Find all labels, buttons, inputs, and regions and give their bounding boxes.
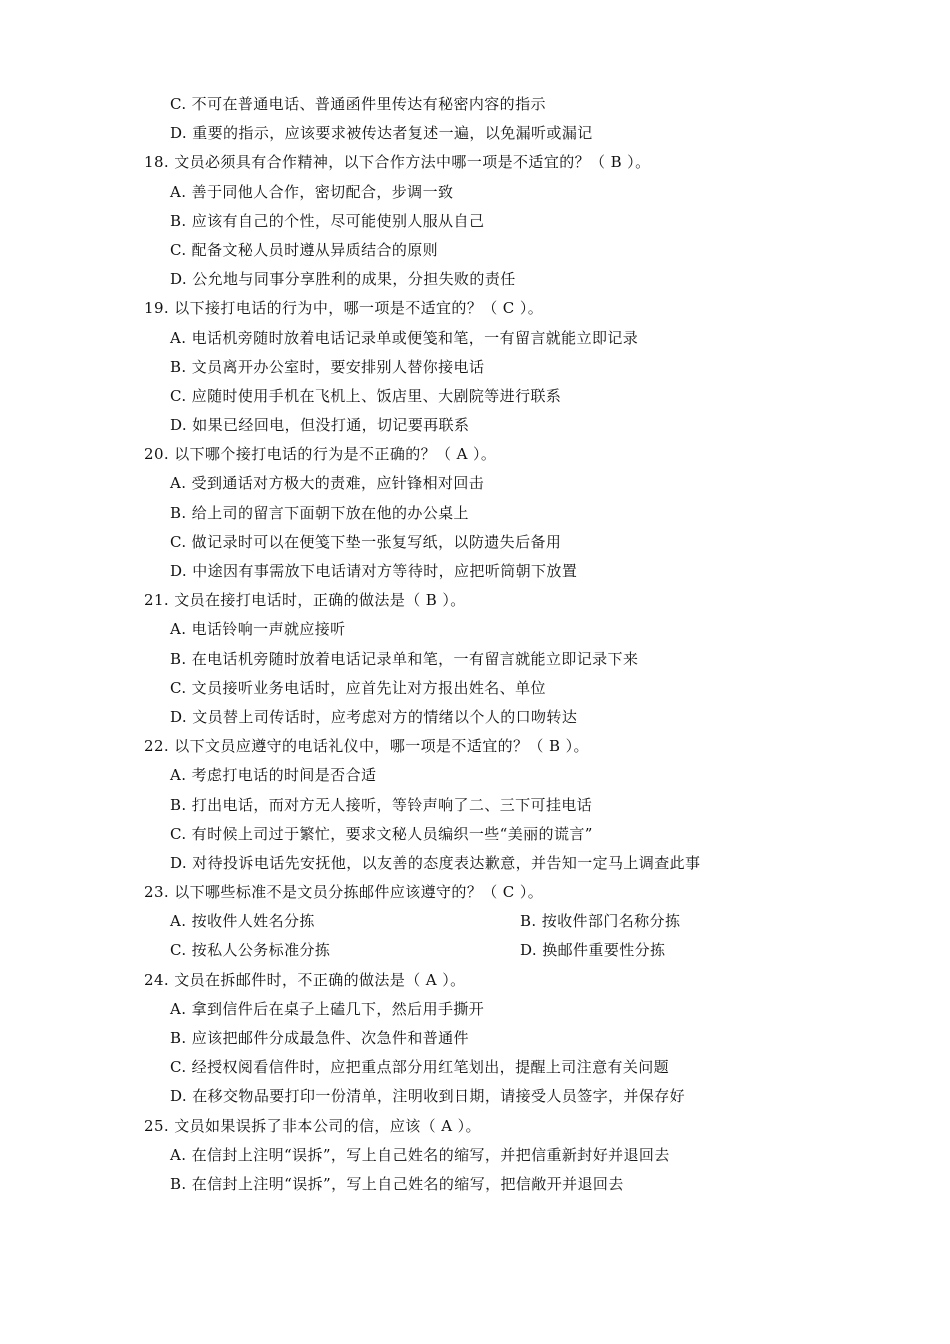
option-line [0,353,950,382]
option-text: B. 在信封上注明“误拆”，写上自己姓名的缩写，把信敞开并退回去 [170,1174,624,1193]
option-line [0,324,950,353]
option-text: C. 经授权阅看信件时，应把重点部分用红笔划出，提醒上司注意有关问题 [170,1058,670,1077]
option-text: C. 有时候上司过于繁忙，要求文秘人员编织一些“美丽的谎言” [170,824,593,843]
question-text: 24. 文员在拆邮件时，不正确的做法是（ A ）。 [144,970,466,989]
option-line [0,499,950,528]
option-line [0,761,950,790]
question-text: 22. 以下文员应遵守的电话礼仪中，哪一项是不适宜的？（ B ）。 [144,737,589,756]
question-line [0,732,950,761]
option-line [0,1141,950,1170]
question-text: 18. 文员必须具有合作精神，以下合作方法中哪一项是不适宜的？（ B ）。 [144,153,651,172]
question-text: 21. 文员在接打电话时，正确的做法是（ B ）。 [144,591,466,610]
option-text: A. 拿到信件后在桌子上磕几下，然后用手撕开 [170,999,485,1018]
option-text: B. 打出电话，而对方无人接听，等铃声响了二、三下可挂电话 [170,795,593,814]
option-line [0,1053,950,1082]
option-text: D. 公允地与同事分享胜利的成果，分担失败的责任 [170,270,516,289]
option-text: C. 文员接听业务电话时，应首先让对方报出姓名、单位 [170,678,546,697]
option-text: A. 受到通话对方极大的责难，应针锋相对回击 [170,474,485,493]
option-line [0,265,950,294]
option-text: B. 在电话机旁随时放着电话记录单和笔，一有留言就能立即记录下来 [170,649,639,668]
option-line [0,119,950,148]
question-line [0,586,950,615]
option-text: C. 按私人公务标准分拣 [170,941,331,960]
option-line [0,528,950,557]
option-text: A. 电话铃响一声就应接听 [170,620,346,639]
option-text: C. 应随时使用手机在飞机上、饭店里、大剧院等进行联系 [170,386,562,405]
option-text: A. 电话机旁随时放着电话记录单或便笺和笔，一有留言就能立即记录 [170,328,639,347]
option-text: D. 中途因有事需放下电话请对方等待时，应把听筒朝下放置 [170,562,578,580]
option-line [0,791,950,820]
option-text: B. 应该有自己的个性，尽可能使别人服从自己 [170,211,485,230]
option-line [0,469,950,498]
option-text: D. 重要的指示，应该要求被传达者复述一遍，以免漏听或漏记 [170,124,593,143]
option-line [0,207,950,236]
option-line [0,674,950,703]
question-line [0,966,950,995]
document-page [0,90,950,1199]
question-line [0,148,950,177]
question-text: 20. 以下哪个接打电话的行为是不正确的？（ A ）。 [144,445,497,464]
option-line [0,849,950,878]
question-text: 19. 以下接打电话的行为中，哪一项是不适宜的？（ C ）。 [144,299,544,318]
question-line [0,440,950,469]
option-line [0,411,950,440]
option-line [0,615,950,644]
option-line [0,936,950,965]
question-line [0,878,950,907]
option-line [0,382,950,411]
option-line [0,557,950,586]
option-text: B. 应该把邮件分成最急件、次急件和普通件 [170,1029,469,1047]
option-text: B. 文员离开办公室时，要安排别人替你接电话 [170,357,485,376]
option-line [0,1170,950,1199]
option-line [0,90,950,119]
option-line [0,178,950,207]
option-line [0,995,950,1024]
option-text: A. 在信封上注明“误拆”，写上自己姓名的缩写，并把信重新封好并退回去 [170,1145,670,1164]
option-text-right: B. 按收件部门名称分拣 [520,912,681,931]
option-line [0,907,950,936]
option-line [0,820,950,849]
option-text: D. 在移交物品要打印一份清单，注明收到日期，请接受人员签字，并保存好 [170,1087,686,1106]
option-text: A. 考虑打电话的时间是否合适 [170,766,377,785]
option-text: B. 给上司的留言下面朝下放在他的办公桌上 [170,503,469,522]
question-text: 25. 文员如果误拆了非本公司的信，应该（ A ）。 [144,1116,481,1135]
question-line [0,1112,950,1141]
option-line [0,1024,950,1053]
option-text: A. 按收件人姓名分拣 [170,912,315,931]
option-line [0,645,950,674]
option-line [0,236,950,265]
option-text: C. 做记录时可以在便笺下垫一张复写纸，以防遗失后备用 [170,532,562,551]
question-text: 23. 以下哪些标准不是文员分拣邮件应该遵守的？（ C ）。 [144,883,544,902]
option-text: D. 文员替上司传话时，应考虑对方的情绪以个人的口吻转达 [170,707,578,726]
option-text: D. 对待投诉电话先安抚他，以友善的态度表达歉意，并告知一定马上调查此事 [170,853,701,872]
option-text: C. 配备文秘人员时遵从异质结合的原则 [170,240,439,259]
option-line [0,703,950,732]
option-text-right: D. 换邮件重要性分拣 [520,941,666,960]
option-text: C. 不可在普通电话、普通函件里传达有秘密内容的指示 [170,95,546,113]
option-text: A. 善于同他人合作，密切配合，步调一致 [170,182,454,201]
question-line [0,294,950,323]
option-text: D. 如果已经回电，但没打通，切记要再联系 [170,416,470,435]
option-line [0,1082,950,1111]
